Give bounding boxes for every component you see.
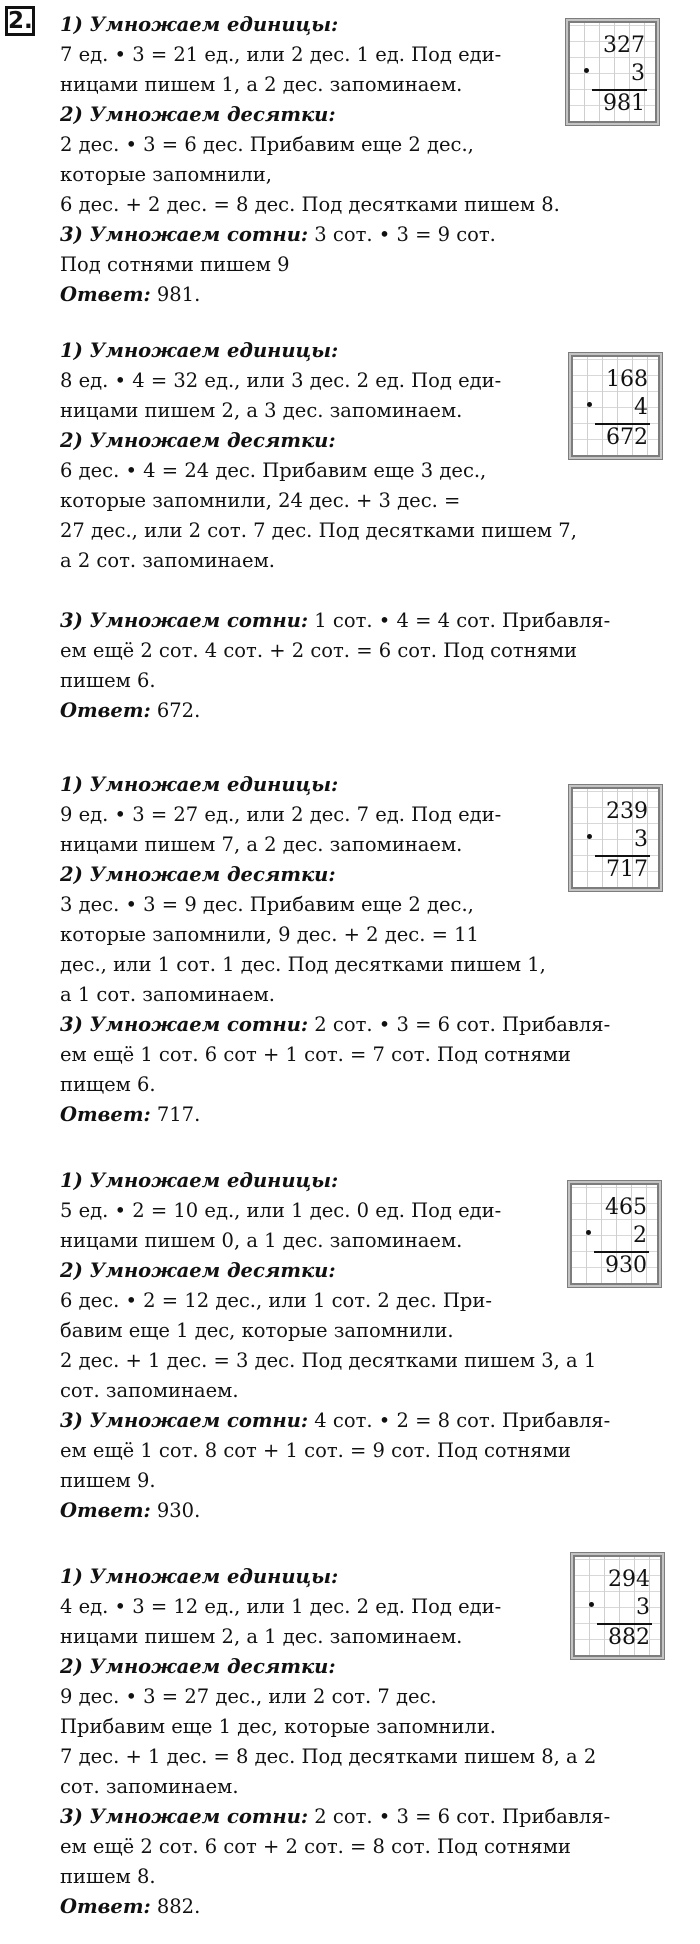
product: 981 [603,91,645,116]
solution-line [60,130,685,160]
step-text: ем ещё 2 сот. 6 сот + 2 сот. = 8 сот. Под сотнями [60,1835,571,1858]
solution-line [60,1316,685,1346]
answer-line [60,1496,685,1526]
step-text: 2 дес. • 3 = 6 дес. Прибавим еще 2 дес., [60,133,474,156]
step-text: 6 дес. + 2 дес. = 8 дес. Под десятками пишем 8. [60,193,560,216]
step-text: 1 сот. • 4 = 4 сот. Прибавля- [308,609,611,632]
step-text: 3 дес. • 3 = 9 дес. Прибавим еще 2 дес., [60,893,474,916]
step-heading: 2) Умножаем десятки: [60,863,336,886]
step-heading: 3) Умножаем сотни: [60,1409,309,1432]
multiplier: 3 [631,61,645,86]
column-multiplication-box [570,1552,665,1660]
solution-line [60,1286,685,1316]
multiplier: 3 [636,1595,650,1620]
solution-line [60,636,685,666]
solution-line [60,1802,685,1832]
step-text: ницами пишем 0, а 1 дес. запоминаем. [60,1229,463,1252]
solution-line [60,516,685,546]
answer-label: Ответ: [60,699,151,722]
product: 882 [608,1625,650,1650]
step-text: 2 сот. • 3 = 6 сот. Прибавля- [308,1805,611,1828]
step-text: 4 сот. • 2 = 8 сот. Прибавля- [308,1409,611,1432]
step-text: 7 ед. • 3 = 21 ед., или 2 дес. 1 ед. Под еди- [60,43,502,66]
step-text: пищем 6. [60,1073,156,1096]
product: 717 [606,857,648,882]
step-heading: 3) Умножаем сотни: [60,1805,309,1828]
step-heading: 2) Умножаем десятки: [60,103,336,126]
answer-label: Ответ: [60,283,151,306]
solution-line [60,1040,685,1070]
step-text: 9 дес. • 3 = 27 дес., или 2 сот. 7 дес. [60,1685,437,1708]
step-text: 8 ед. • 4 = 32 ед., или 3 дес. 2 ед. Под еди- [60,369,502,392]
solution-line [60,606,685,636]
step-text: 4 ед. • 3 = 12 ед., или 1 дес. 2 ед. Под еди- [60,1595,502,1618]
answer-line [60,696,685,726]
step-heading: 1) Умножаем единицы: [60,1169,339,1192]
solution-line [60,980,685,1010]
step-text: ем ещё 1 сот. 6 сот + 1 сот. = 7 сот. Под сотнями [60,1043,571,1066]
answer-line [60,1100,685,1130]
solution-line [60,1070,685,1100]
solution-line [60,190,685,220]
solution-line [60,250,685,280]
answer-value: 672. [150,699,201,722]
solution-line [60,666,685,696]
step-text: 7 дес. + 1 дес. = 8 дес. Под десятками пишем 8, а 2 [60,1745,597,1768]
step-text: ем ещё 1 сот. 8 сот + 1 сот. = 9 сот. Под сотнями [60,1439,571,1462]
step-text: ницами пишем 7, а 2 дес. запоминаем. [60,833,463,856]
step-heading: 3) Умножаем сотни: [60,223,309,246]
multiplier: 2 [633,1223,647,1248]
solution-line [60,576,685,606]
step-heading: 1) Умножаем единицы: [60,339,339,362]
step-text: сот. запоминаем. [60,1775,239,1798]
multiplicand: 294 [608,1567,650,1592]
solution-line [60,546,685,576]
solution-line [60,920,685,950]
multiplicand: 327 [603,33,645,58]
answer-label: Ответ: [60,1499,151,1522]
solution-line [60,1376,685,1406]
answer-value: 981. [150,283,201,306]
solution-line [60,1712,685,1742]
step-heading: 3) Умножаем сотни: [60,1013,309,1036]
step-text: 2 дес. + 1 дес. = 3 дес. Под десятками пишем 3, а 1 [60,1349,597,1372]
multiplicand: 239 [606,799,648,824]
step-heading: 2) Умножаем десятки: [60,1655,336,1678]
step-text: сот. запоминаем. [60,1379,239,1402]
step-text: Под сотнями пишем 9 [60,253,290,276]
step-heading: 3) Умножаем сотни: [60,609,309,632]
step-text: ницами пишем 2, а 3 дес. запоминаем. [60,399,463,422]
solution-line [60,1010,685,1040]
solution-line [60,950,685,980]
step-text: дес., или 1 сот. 1 дес. Под десятками пишем 1, [60,953,546,976]
multiplier: 4 [634,395,648,420]
step-text: ницами пишем 1, а 2 дес. запоминаем. [60,73,463,96]
solution-line [60,220,685,250]
answer-label: Ответ: [60,1895,151,1918]
step-text: 6 дес. • 2 = 12 дес., или 1 сот. 2 дес. При- [60,1289,492,1312]
solution-line [60,890,685,920]
solution-line [60,1742,685,1772]
step-text: которые запомнили, 9 дес. + 2 дес. = 11 [60,923,479,946]
task-number: 2. [5,6,35,36]
step-text: бавим еще 1 дес, которые запомнили. [60,1319,454,1342]
solution-line [60,456,685,486]
step-text: а 2 сот. запоминаем. [60,549,275,572]
solution-line [60,160,685,190]
solution-line [60,1862,685,1892]
step-text: пишем 8. [60,1865,156,1888]
multiplicand: 168 [606,367,648,392]
step-heading: 2) Умножаем десятки: [60,429,336,452]
answer-line [60,280,685,310]
solution-line [60,486,685,516]
step-text: а 1 сот. запоминаем. [60,983,275,1006]
step-text: ницами пишем 2, а 1 дес. запоминаем. [60,1625,463,1648]
solution-line [60,1682,685,1712]
step-text: пишем 6. [60,669,156,692]
step-text: ем ещё 2 сот. 4 сот. + 2 сот. = 6 сот. Под сотнями [60,639,578,662]
step-heading: 1) Умножаем единицы: [60,1565,339,1588]
product: 672 [606,425,648,450]
multiplier: 3 [634,827,648,852]
step-text: пишем 9. [60,1469,156,1492]
solution-line [60,1466,685,1496]
step-heading: 1) Умножаем единицы: [60,13,339,36]
step-text: которые запомнили, [60,163,272,186]
step-text: 6 дес. • 4 = 24 дес. Прибавим еще 3 дес., [60,459,487,482]
column-multiplication-box [565,18,660,126]
step-text: которые запомнили, 24 дес. + 3 дес. = [60,489,461,512]
solution-line [60,1436,685,1466]
solution-line [60,1832,685,1862]
column-multiplication-box [568,784,663,892]
answer-line [60,1892,685,1922]
step-heading: 2) Умножаем десятки: [60,1259,336,1282]
step-text: 3 сот. • 3 = 9 сот. [308,223,496,246]
answer-value: 717. [150,1103,201,1126]
solution-line [60,1346,685,1376]
step-text: 2 сот. • 3 = 6 сот. Прибавля- [308,1013,611,1036]
step-text: 27 дес., или 2 сот. 7 дес. Под десятками пишем 7, [60,519,577,542]
solution-line [60,1772,685,1802]
answer-value: 930. [150,1499,201,1522]
step-heading: 1) Умножаем единицы: [60,773,339,796]
step-text: 5 ед. • 2 = 10 ед., или 1 дес. 0 ед. Под еди- [60,1199,502,1222]
multiplicand: 465 [605,1195,647,1220]
column-multiplication-box [568,352,663,460]
solution-line [60,1406,685,1436]
column-multiplication-box [567,1180,662,1288]
answer-value: 882. [150,1895,201,1918]
product: 930 [605,1253,647,1278]
step-text: 9 ед. • 3 = 27 ед., или 2 дес. 7 ед. Под еди- [60,803,502,826]
answer-label: Ответ: [60,1103,151,1126]
step-text: Прибавим еще 1 дес, которые запомнили. [60,1715,497,1738]
